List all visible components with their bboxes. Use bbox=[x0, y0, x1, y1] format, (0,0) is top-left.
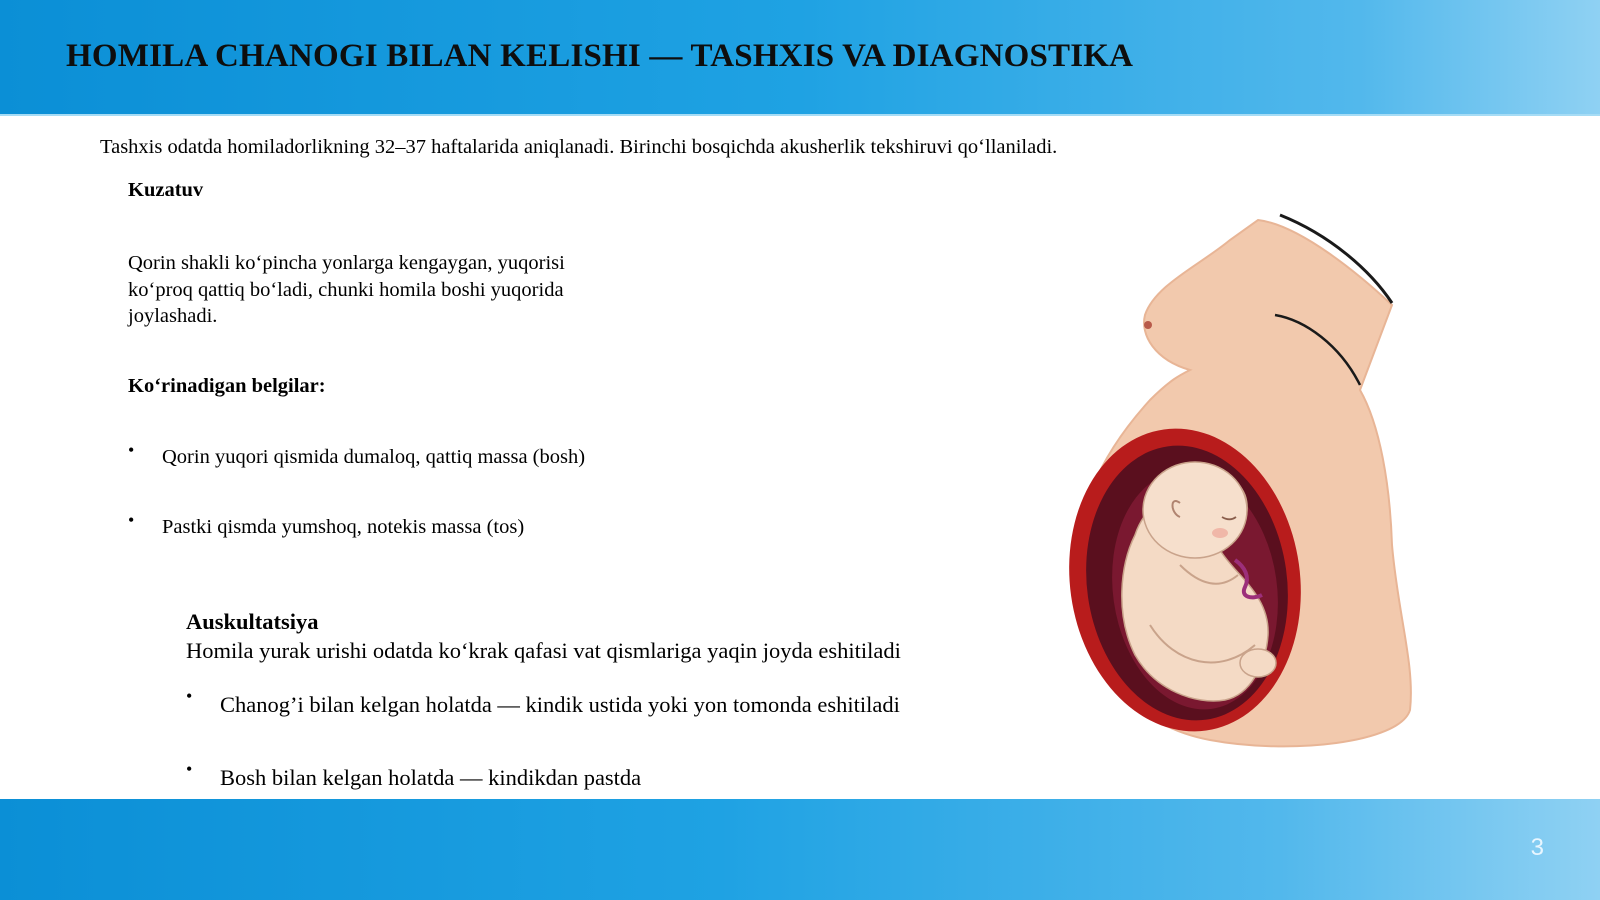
nipple-mark bbox=[1144, 321, 1152, 329]
sign-text: Qorin yuqori qismida dumaloq, qattiq massa (bosh) bbox=[162, 446, 586, 468]
auscultation-item-text: Bosh bilan kelgan holatda — kindikdan pastda bbox=[220, 765, 642, 790]
bullet-dot-icon: • bbox=[128, 440, 135, 460]
intro-text: Tashxis odatda homiladorlikning 32–37 haftalarida aniqlanadi. Birinchi bosqichda akusherlik tekshiruvi qo‘llaniladi. bbox=[100, 136, 1058, 158]
observation-line: Qorin shakli ko‘pincha yonlarga kengaygan, yuqorisi bbox=[128, 252, 565, 274]
signs-heading: Ko‘rinadigan belgilar: bbox=[128, 375, 326, 397]
header-divider bbox=[0, 114, 1600, 116]
observation-line: joylashadi. bbox=[128, 305, 218, 327]
auscultation-heading: Auskultatsiya bbox=[186, 609, 319, 634]
footer-band bbox=[0, 799, 1600, 900]
slide-title: HOMILA CHANOGI BILAN KELISHI — TASHXIS VA DIAGNOSTIKA bbox=[66, 38, 1134, 74]
pregnant-woman-fetus-illustration bbox=[1030, 195, 1510, 775]
fetus-head bbox=[1143, 462, 1247, 558]
observation-line: ko‘proq qattiq bo‘ladi, chunki homila boshi yuqorida bbox=[128, 278, 564, 301]
slide-number: 3 bbox=[1530, 834, 1544, 861]
fetus-feet bbox=[1240, 649, 1276, 677]
sign-text: Pastki qismda yumshoq, notekis massa (tos) bbox=[162, 516, 525, 538]
observation-paragraph bbox=[128, 250, 565, 330]
bullet-dot-icon: • bbox=[186, 686, 193, 706]
observation-heading: Kuzatuv bbox=[128, 179, 204, 201]
bullet-dot-icon: • bbox=[186, 759, 193, 779]
auscultation-item-text: Chanog’i bilan kelgan holatda — kindik ustida yoki yon tomonda eshitiladi bbox=[220, 692, 900, 717]
auscultation-text: Homila yurak urishi odatda ko‘krak qafasi vat qismlariga yaqin joyda eshitiladi bbox=[186, 638, 901, 663]
bullet-dot-icon: • bbox=[128, 510, 135, 530]
fetus-cheek bbox=[1212, 528, 1228, 538]
